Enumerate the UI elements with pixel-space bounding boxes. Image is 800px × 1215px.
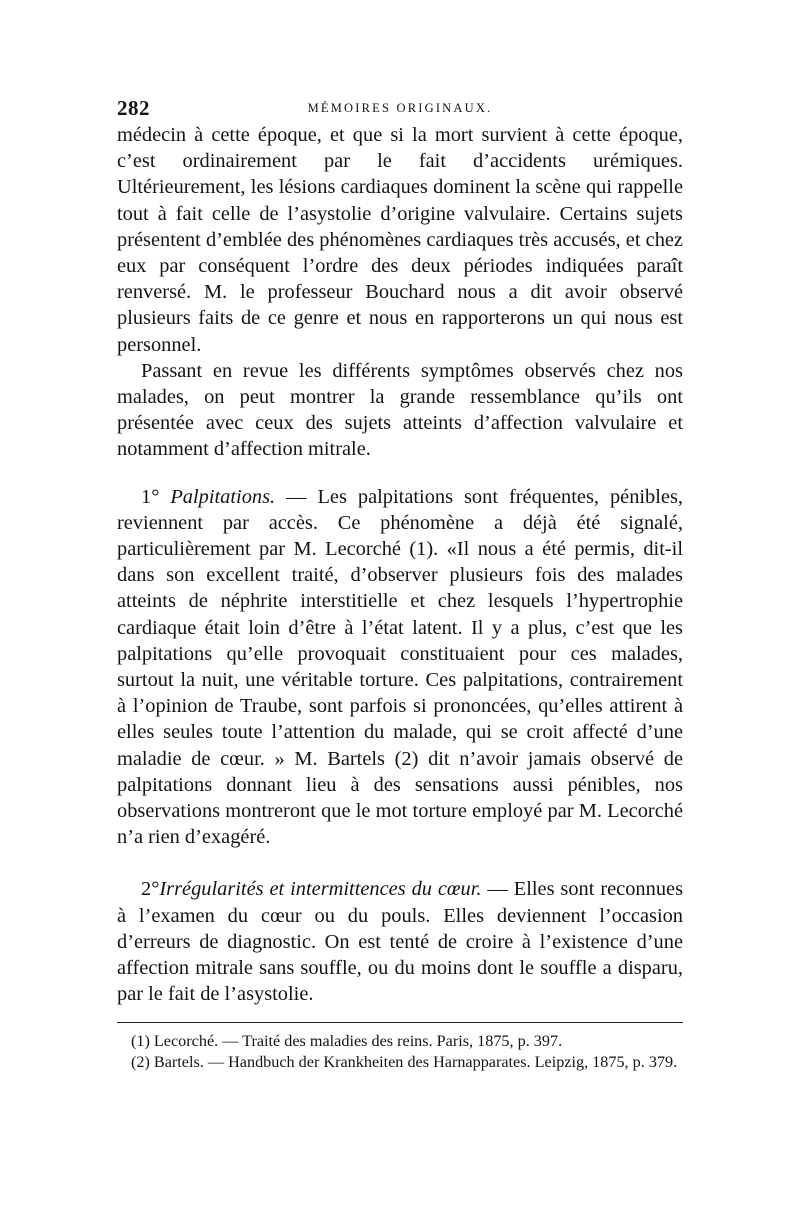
palpitations-text: — Les palpitations sont fréquentes, pénibles, reviennent par accès. Ce phénomène a déjà été signalé, particulièrement par M. Lecorché (1). «Il nous a été permis, dit-il dans son excellent traité, d’observer plusieurs fois des malades atteints de néphrite interstitielle et chez lesquels l’hypertrophie cardiaque était loin d’être à l’état latent. Il y a plus, c’est que les palpitations qu’elle provoquait constituaient pour ces malades, surtout la nuit, une véritable torture. Ces palpitations, contrairement à l’opinion de Traube, sont parfois si prononcées, qu’elles attirent à elles seules toute l’attention du malade, qui se croit affecté d’une maladie de cœur. » M. Bartels (2) dit n’avoir jamais observé de palpitations donnant lieu à des sensations aussi pénibles, nos observations montreront que le mot torture employé par M. Lecorché n’a rien d’exagéré. <box>117 485 683 849</box>
book-page <box>117 92 683 1074</box>
body-text <box>117 122 683 1008</box>
irregularities-text: — Elles sont reconnues à l’examen du cœur ou du pouls. Elles deviennent l’occasion d’erreurs de diagnostic. On est tenté de croire à l’existence d’une affection mitrale sans souffle, ou du moins dont le souffle a disparu, par le fait de l’asystolie. <box>117 878 683 1006</box>
paragraph-continued: médecin à cette époque, et que si la mort survient à cette époque, c’est ordinairement par le fait d’accidents urémiques. Ultérieurement, les lésions cardiaques dominent la scène qui rappelle tout à fait celle de l’asystolie d’origine valvulaire. Certains sujets présentent d’emblée des phénomènes cardiaques très accusés, et chez eux par conséquent l’ordre des deux périodes indiquées paraît renversé. M. le professeur Bouchard nous a dit avoir observé plusieurs faits de ce genre et nous en rapporterons un qui nous est personnel. <box>117 124 683 356</box>
footnote-divider <box>117 1022 683 1023</box>
page-number: 282 <box>117 96 150 120</box>
section-title-irregularities: Irrégularités et intermittences du cœur. <box>159 878 482 901</box>
paragraph-irregularities <box>117 876 683 1007</box>
paragraph-palpitations <box>117 484 683 851</box>
section-title-palpitations: Palpitations. <box>170 485 276 508</box>
paragraph-symptoms-overview: Passant en revue les différents symptômes observés chez nos malades, on peut montrer la grande ressemblance qu’ils ont présentée avec ceux des sujets atteints d’affection valvulaire et notamment d’affection mitrale. <box>117 359 683 461</box>
running-title: MÉMOIRES ORIGINAUX. <box>307 101 493 115</box>
section-number: 1° <box>141 485 160 508</box>
footnote-2: (2) Bartels. — Handbuch der Krankheiten des Harnapparates. Leipzig, 1875, p. 379. <box>131 1053 678 1072</box>
footnotes <box>117 1031 683 1074</box>
footnote-1: (1) Lecorché. — Traité des maladies des reins. Paris, 1875, p. 397. <box>131 1031 563 1050</box>
page-header <box>117 92 683 122</box>
section-number: 2° <box>141 878 160 901</box>
